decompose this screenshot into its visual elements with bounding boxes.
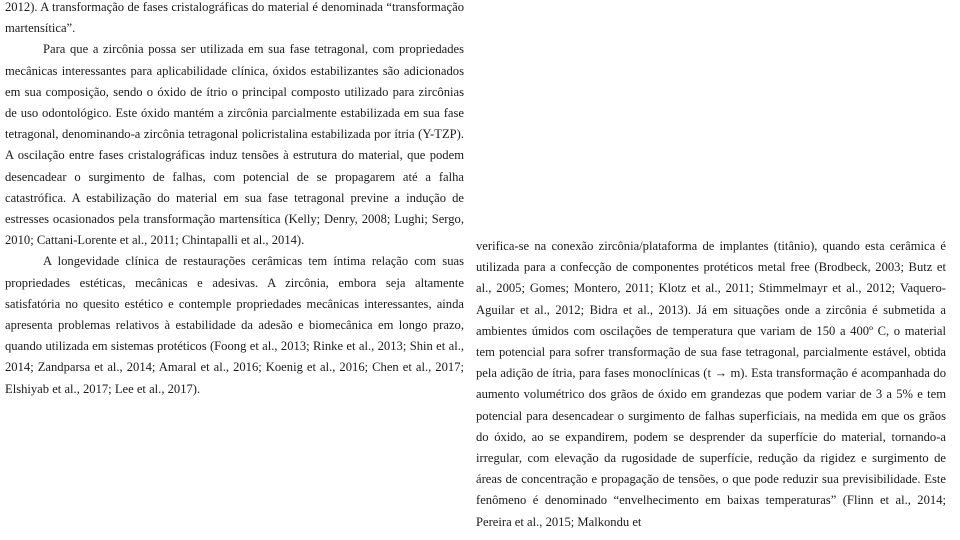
paragraph-clinical-longevity: A longevidade clínica de restaurações cerâmicas tem íntima relação com suas propriedades estéticas, mecânicas e adesivas. A zircônia, embora seja altamente satisfatória no quesito estético e contemple propriedades mecânicas interessantes, ainda apresenta problemas relativos à estabilidade da adesão e biomecânica em longo prazo, quando utilizada em sistemas protéticos (Foong et al., 2013; Rinke et al., 2013; Shin et al., 2014; Zandparsa et al., 2014; Amaral et al., 2016; Koenig et al., 2016; Chen et al., 2017; Elshiyab et al., 2017; Lee et al., 2017). [5, 254, 464, 396]
right-text-column [476, 236, 946, 540]
paragraph-transformation-end: 2012). A transformação de fases cristalográficas do material é denominada “transformação martensítica”. [5, 0, 464, 36]
right-column-fragment [476, 236, 946, 533]
paragraph-zirconia-stabilization: Para que a zircônia possa ser utilizada em sua fase tetragonal, com propriedades mecânicas interessantes para aplicabilidade clínica, óxidos estabilizantes são adicionados em sua composição, sendo o óxido de ítrio o principal composto utilizado para zircônias de uso odontológico. Este óxido mantém a zircônia parcialmente estabilizada em sua fase tetragonal, denominando-a zircônia tetragonal policristalina estabilizada por ítria (Y-TZP). A oscilação entre fases cristalográficas induz tensões à estrutura do material, que podem desencadear o surgimento de falhas, com potencial de se propagarem até a falha catastrófica. A estabilização do material em sua fase tetragonal previne a indução de estresses ocasionados pela transformação martensítica (Kelly; Denry, 2008; Lughi; Sergo, 2010; Cattani-Lorente et al., 2011; Chintapalli et al., 2014). [5, 42, 464, 248]
left-text-column [5, 0, 464, 400]
paragraph-zirconia-aging: verifica-se na conexão zircônia/plataforma de implantes (titânio), quando esta cerâmica é utilizada para a confecção de componentes protéticos metal free (Brodbeck, 2003; Butz et al., 2005; Gomes; Montero, 2011; Klotz et al., 2011; Stimmelmayr et al., 2012; Vaquero-Aguilar et al., 2012; Bidra et al., 2013). Já em situações onde a zircônia é submetida a ambientes úmidos com oscilações de temperatura que variam de 150 a 400º C, o material tem potencial para sofrer transformação de sua fase tetragonal, parcialmente estável, obtida pela adição de ítria, para fases monoclínicas (t → m). Esta transformação é acompanhada do aumento volumétrico dos grãos de óxido em grandezas que podem variar de 3 a 5% e tem potencial para desencadear o surgimento de falhas superficiais, na medida em que os grãos do óxido, ao se expandirem, podem se desprender da superfície do material, tornando-a irregular, com elevação da rugosidade de superfície, redução da rigidez e surgimento de áreas de concentração e propagação de tensões, o que pode reduzir sua previsibilidade. Este fenômeno é denominado “envelhecimento em baixas temperaturas” (Flinn et al., 2014; Pereira et al., 2015; Malkondu et [476, 239, 946, 529]
